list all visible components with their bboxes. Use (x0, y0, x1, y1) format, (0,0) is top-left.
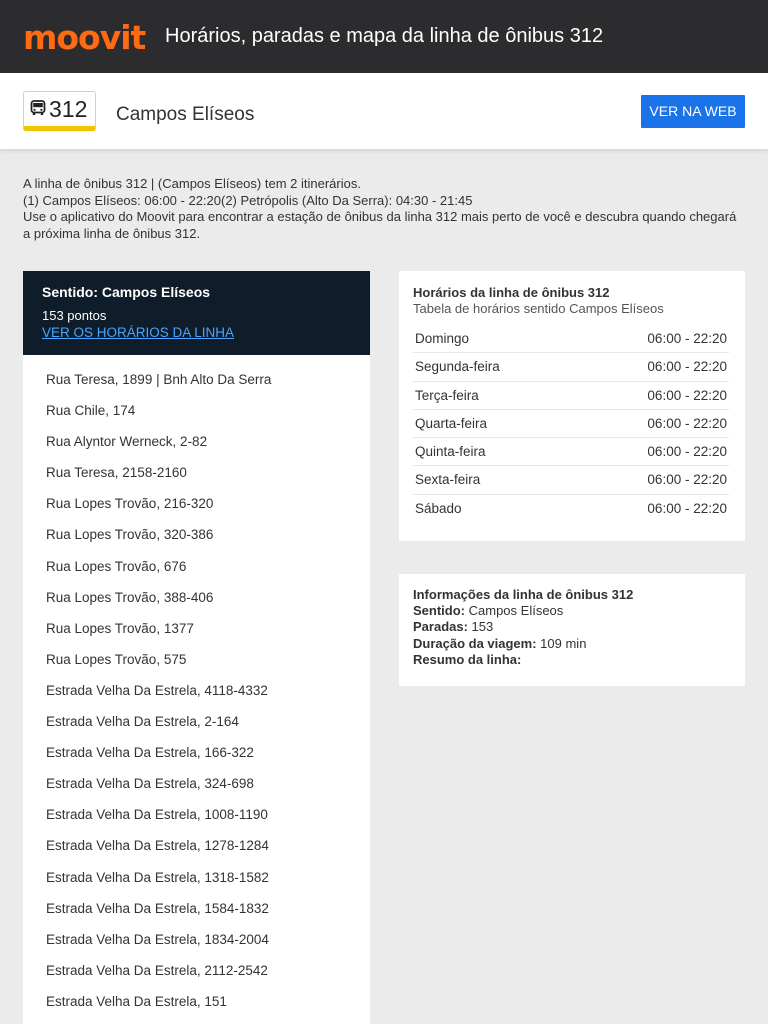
hours-value: 06:00 - 22:20 (647, 500, 727, 516)
hours-value: 06:00 - 22:20 (647, 415, 727, 431)
hours-value: 06:00 - 22:20 (647, 472, 727, 488)
list-item[interactable]: Rua Chile, 174 (46, 403, 136, 419)
schedule-table (413, 325, 729, 523)
direction-header (23, 271, 370, 355)
list-item[interactable]: Rua Lopes Trovão, 575 (46, 651, 187, 667)
page-title: Horários, paradas e mapa da linha de ônibus 312 (165, 25, 604, 47)
table-row (413, 495, 729, 523)
hours-value: 06:00 - 22:20 (647, 359, 727, 375)
list-item[interactable]: Rua Lopes Trovão, 216-320 (46, 496, 214, 512)
table-row (413, 466, 729, 494)
hours-value: 06:00 - 22:20 (647, 444, 727, 460)
day-label: Domingo (415, 331, 470, 346)
info-duration-label: Duração da viagem: (413, 635, 537, 651)
intro-line-itineraries: A linha de ônibus 312 | (Campos Elíseos) tem 2 itinerários. (23, 176, 361, 191)
line-info-card (399, 574, 745, 686)
intro-line-app: Use o aplicativo do Moovit para encontrar a estação de ônibus da linha 312 mais perto de você e descubra quando chegará a próxima linha de ônibus 312. (23, 209, 737, 241)
list-item[interactable]: Estrada Velha Da Estrela, 1318-1582 (46, 869, 269, 885)
route-badge (23, 91, 96, 131)
list-item[interactable]: Rua Lopes Trovão, 676 (46, 558, 187, 574)
list-item[interactable]: Rua Alyntor Werneck, 2-82 (46, 434, 208, 450)
list-item[interactable]: Rua Lopes Trovão, 388-406 (46, 589, 214, 605)
table-row (413, 325, 729, 353)
day-label: Quarta-feira (415, 415, 488, 431)
list-item[interactable]: Estrada Velha Da Estrela, 4118-4332 (46, 682, 268, 698)
info-stops-value: 153 (471, 619, 494, 635)
route-number: 312 (49, 96, 88, 122)
day-label: Segunda-feira (415, 359, 500, 375)
direction-title: Sentido: Campos Elíseos (42, 284, 211, 300)
day-label: Sábado (415, 500, 462, 516)
table-row (413, 410, 729, 438)
info-summary (413, 652, 731, 668)
line-bar (0, 73, 768, 150)
day-label: Sexta-feira (415, 472, 481, 488)
list-item[interactable]: Estrada Velha Da Estrela, 1008-1190 (46, 807, 268, 823)
day-label: Quinta-feira (415, 444, 486, 460)
list-item[interactable]: Estrada Velha Da Estrela, 2-164 (46, 714, 239, 730)
list-item[interactable]: Rua Lopes Trovão, 1377 (46, 620, 194, 636)
bus-icon (30, 100, 46, 116)
stops-list (23, 355, 370, 1024)
schedule-title: Horários da linha de ônibus 312 (413, 285, 610, 300)
table-row (413, 353, 729, 381)
info-direction (413, 603, 731, 619)
list-item[interactable]: Rua Teresa, 1899 | Bnh Alto Da Serra (46, 372, 272, 387)
schedule-subtitle: Tabela de horários sentido Campos Elíseos (413, 301, 664, 316)
info-stops (413, 619, 731, 635)
table-row (413, 438, 729, 466)
table-row (413, 382, 729, 410)
list-item[interactable]: Estrada Velha Da Estrela, 151 (46, 993, 227, 1009)
info-direction-label: Sentido: (413, 603, 465, 618)
list-item[interactable]: Estrada Velha Da Estrela, 1834-2004 (46, 931, 269, 947)
list-item[interactable]: Rua Teresa, 2158-2160 (46, 465, 187, 481)
info-duration-value: 109 min (540, 635, 587, 651)
list-item[interactable]: Estrada Velha Da Estrela, 324-698 (46, 776, 254, 792)
info-direction-value: Campos Elíseos (468, 603, 564, 618)
day-label: Terça-feira (415, 387, 479, 403)
list-item[interactable]: Estrada Velha Da Estrela, 166-322 (46, 745, 254, 761)
list-item[interactable]: Estrada Velha Da Estrela, 1584-1832 (46, 900, 269, 916)
stop-count: 153 pontos (42, 308, 107, 323)
line-description (23, 176, 745, 242)
info-summary-label: Resumo da linha: (413, 651, 522, 667)
moovit-logo[interactable]: moovit (23, 18, 146, 57)
info-title: Informações da linha de ônibus 312 (413, 587, 634, 602)
list-item[interactable]: Estrada Velha Da Estrela, 1278-1284 (46, 838, 269, 854)
hours-value: 06:00 - 22:20 (647, 331, 727, 346)
view-schedules-link[interactable]: VER OS HORÁRIOS DA LINHA (42, 325, 235, 340)
list-item[interactable]: Rua Lopes Trovão, 320-386 (46, 527, 214, 543)
hours-value: 06:00 - 22:20 (647, 387, 727, 403)
list-item[interactable]: Estrada Velha Da Estrela, 2112-2542 (46, 962, 268, 978)
info-duration (413, 636, 731, 652)
line-title: Campos Elíseos (116, 104, 255, 125)
view-on-web-button[interactable]: VER NA WEB (641, 95, 745, 128)
intro-line-hours: (1) Campos Elíseos: 06:00 - 22:20(2) Petrópolis (Alto Da Serra): 04:30 - 21:45 (23, 192, 473, 208)
schedule-card (399, 271, 745, 541)
info-stops-label: Paradas: (413, 619, 468, 635)
app-header (0, 0, 768, 73)
